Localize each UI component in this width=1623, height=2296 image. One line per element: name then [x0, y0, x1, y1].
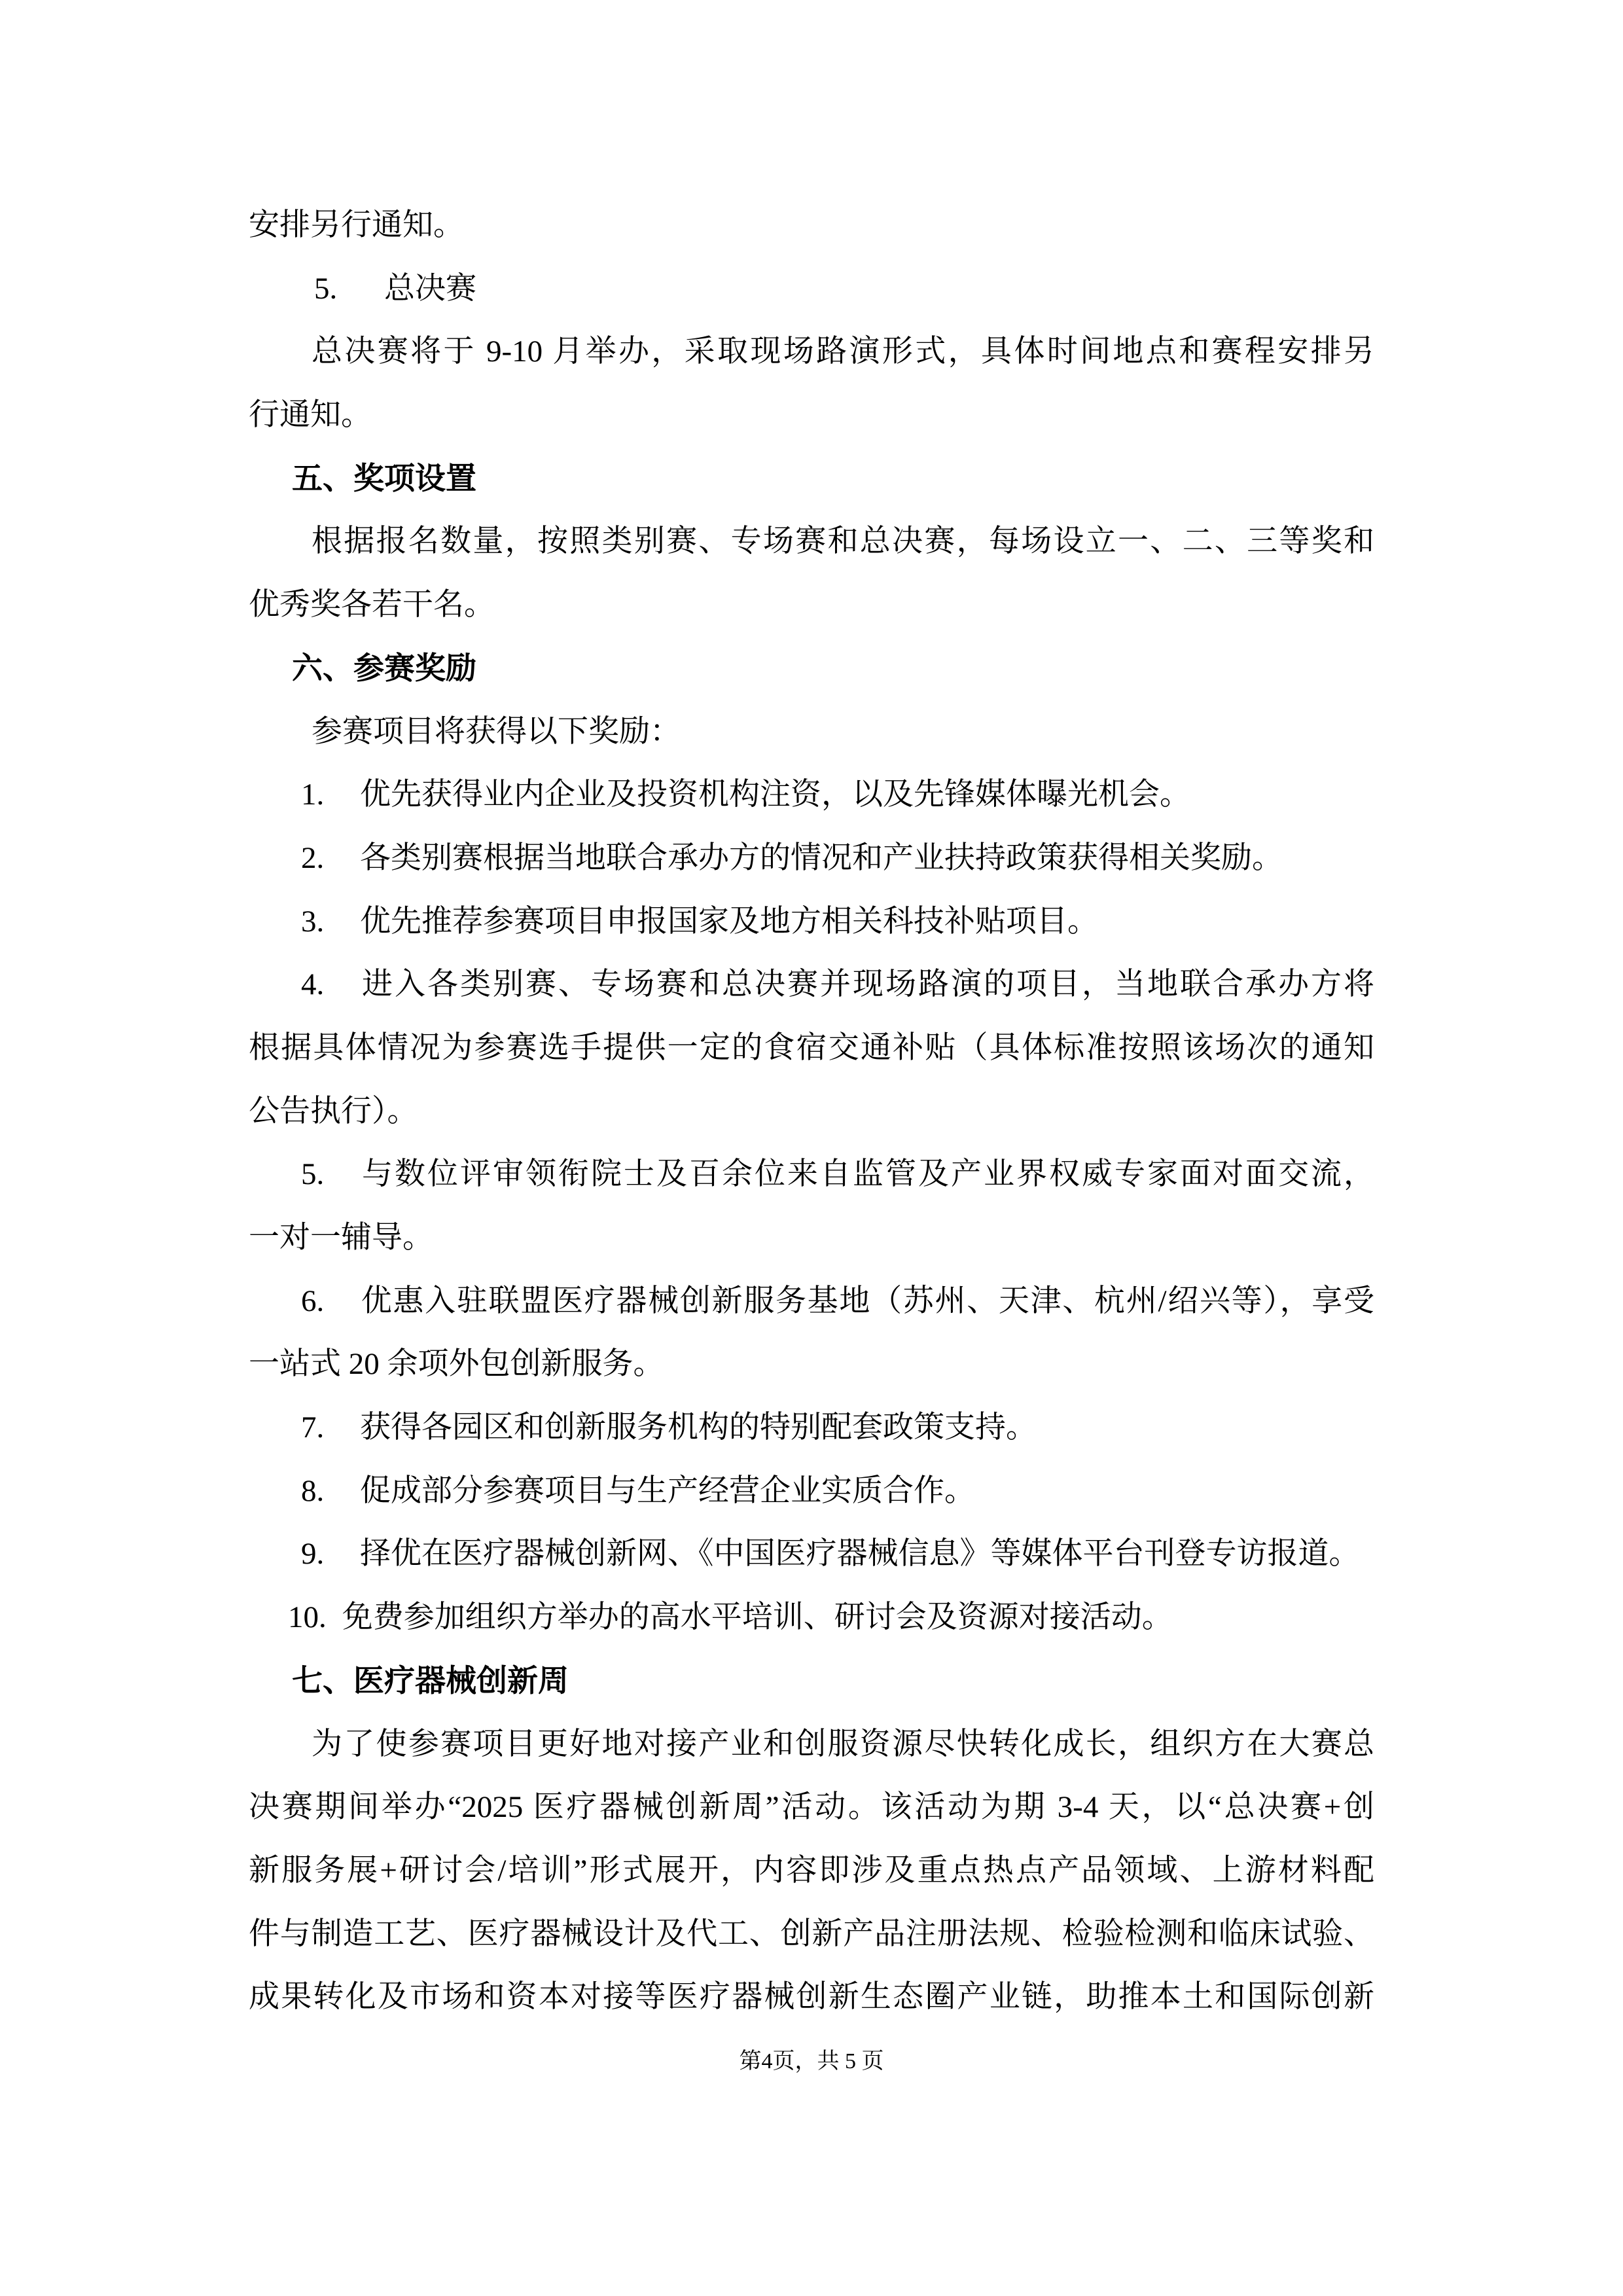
- line-text: 六、参赛奖励: [292, 650, 476, 685]
- line-text: 优先获得业内企业及投资机构注资，以及先锋媒体曝光机会。: [360, 778, 1190, 812]
- text-line: [249, 827, 1374, 890]
- text-line: [249, 1206, 1374, 1270]
- text-line: [249, 1396, 1374, 1460]
- line-text: 促成部分参赛项目与生产经营企业实质合作。: [360, 1473, 975, 1508]
- text-line: [249, 1460, 1374, 1523]
- line-text: 参赛项目将获得以下奖励：: [312, 714, 681, 749]
- list-number: 10.: [288, 1600, 327, 1635]
- line-text: 择优在医疗器械创新网、《中国医疗器械信息》等媒体平台刊登专访报道。: [360, 1537, 1360, 1571]
- line-text: 为了使参赛项目更好地对接产业和创服资源尽快转化成长，组织方在大赛总: [312, 1727, 1374, 1761]
- text-line: [249, 1903, 1374, 1966]
- list-number: 5.: [314, 271, 338, 306]
- text-line: [249, 510, 1374, 573]
- text-line: [249, 1522, 1374, 1586]
- line-text: 根据具体情况为参赛选手提供一定的食宿交通补贴（具体标准按照该场次的通知: [249, 1030, 1374, 1065]
- list-number: 4.: [301, 967, 325, 1002]
- text-line: [249, 1776, 1374, 1839]
- list-number: 7.: [301, 1410, 325, 1445]
- list-number: 2.: [301, 840, 325, 875]
- list-number: 6.: [301, 1283, 325, 1318]
- line-text: 成果转化及市场和资本对接等医疗器械创新生态圈产业链，助推本土和国际创新: [249, 1980, 1374, 2015]
- line-text: 进入各类别赛、专场赛和总决赛并现场路演的项目，当地联合承办方将: [360, 967, 1374, 1002]
- line-text: 五、奖项设置: [292, 460, 476, 495]
- list-number: 5.: [301, 1157, 325, 1192]
- page-number-footer: 第4页，共 5 页: [739, 2049, 884, 2073]
- line-text: 决赛期间举办“2025 医疗器械创新周”活动。该活动为期 3-4 天，以“总决赛+创: [249, 1790, 1374, 1825]
- text-line: [249, 1016, 1374, 1080]
- section-heading: [249, 447, 1374, 511]
- text-line: [249, 320, 1374, 384]
- line-text: 与数位评审领衔院士及百余位来自监管及产业界权威专家面对面交流，: [360, 1157, 1374, 1192]
- text-line: [249, 1713, 1374, 1776]
- line-text: 各类别赛根据当地联合承办方的情况和产业扶持政策获得相关奖励。: [360, 840, 1283, 875]
- list-number: 8.: [301, 1473, 325, 1508]
- text-line: [249, 1143, 1374, 1206]
- text-line: [249, 194, 1374, 257]
- section-heading: [249, 1649, 1374, 1713]
- text-line: [249, 763, 1374, 827]
- line-text: 优先推荐参赛项目申报国家及地方相关科技补贴项目。: [360, 904, 1098, 939]
- text-line: [249, 953, 1374, 1016]
- document-body: [249, 194, 1374, 2029]
- line-text: 七、医疗器械创新周: [292, 1662, 569, 1698]
- line-text: 获得各园区和创新服务机构的特别配套政策支持。: [360, 1410, 1037, 1445]
- list-number: 9.: [301, 1537, 325, 1571]
- line-text: 公告执行）。: [249, 1094, 418, 1128]
- line-text: 根据报名数量，按照类别赛、专场赛和总决赛，每场设立一、二、三等奖和: [312, 524, 1374, 559]
- text-line: [249, 1965, 1374, 2029]
- list-number: 1.: [301, 778, 325, 812]
- text-line: [249, 257, 1374, 321]
- line-text: 优秀奖各若干名。: [249, 588, 495, 622]
- section-heading: [249, 637, 1374, 700]
- line-text: 总决赛将于 9-10 月举办，采取现场路演形式，具体时间地点和赛程安排另: [312, 334, 1374, 369]
- text-line: [249, 890, 1374, 954]
- line-text: 安排另行通知。: [249, 208, 464, 242]
- line-text: 总决赛: [384, 271, 476, 306]
- text-line: [249, 1586, 1374, 1649]
- line-text: 免费参加组织方举办的高水平培训、研讨会及资源对接活动。: [342, 1600, 1173, 1635]
- text-line: [249, 700, 1374, 764]
- text-line: [249, 1080, 1374, 1143]
- line-text: 优惠入驻联盟医疗器械创新服务基地（苏州、天津、杭州/绍兴等），享受: [360, 1283, 1374, 1318]
- line-text: 一对一辅导。: [249, 1221, 433, 1255]
- line-text: 一站式 20 余项外包创新服务。: [249, 1347, 664, 1382]
- text-line: [249, 1333, 1374, 1396]
- line-text: 件与制造工艺、医疗器械设计及代工、创新产品注册法规、检验检测和临床试验、: [249, 1916, 1374, 1951]
- text-line: [249, 1839, 1374, 1903]
- text-line: [249, 384, 1374, 447]
- text-line: [249, 573, 1374, 637]
- line-text: 行通知。: [249, 398, 372, 433]
- text-line: [249, 1270, 1374, 1333]
- list-number: 3.: [301, 904, 325, 939]
- line-text: 新服务展+研讨会/培训”形式展开，内容即涉及重点热点产品领域、上游材料配: [249, 1853, 1374, 1888]
